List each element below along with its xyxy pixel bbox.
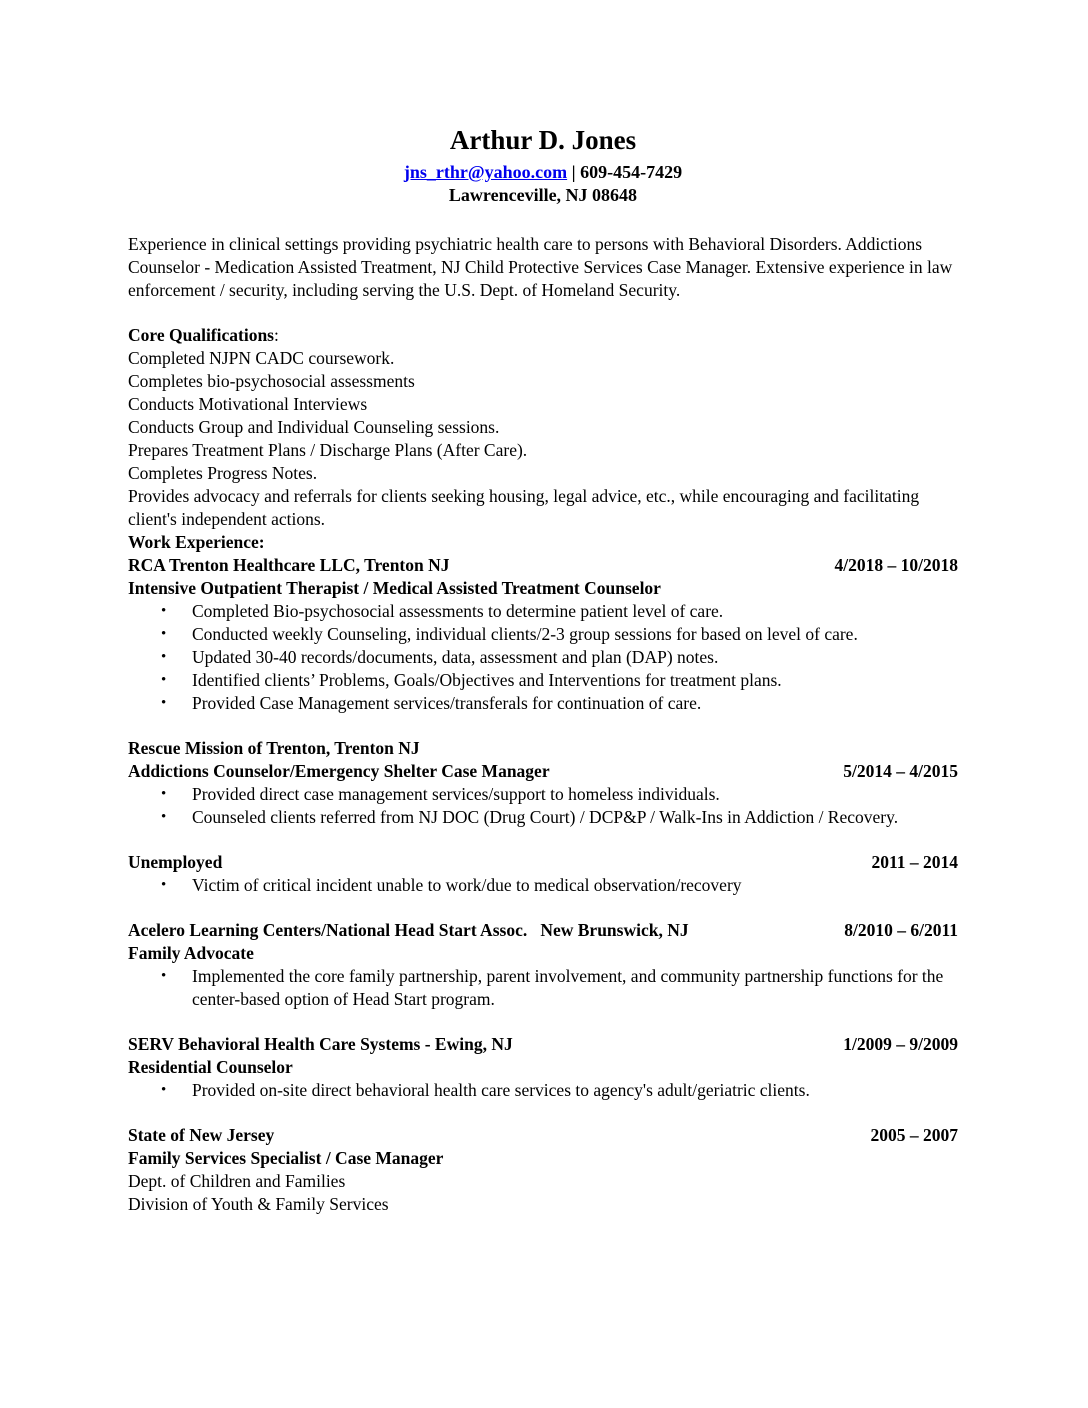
bullet-item [128, 1079, 958, 1102]
bullet-item [128, 692, 958, 715]
bullet-icon: • [161, 672, 167, 688]
bullet-icon: • [161, 649, 167, 665]
job-company: SERV Behavioral Health Care Systems - Ewing, NJ [128, 1034, 513, 1054]
bullet-item [128, 600, 958, 623]
job-company: Rescue Mission of Trenton, Trenton NJ [128, 738, 420, 758]
bullet-text: Identified clients’ Problems, Goals/Objectives and Interventions for treatment plans. [192, 670, 782, 690]
bullet-text: Provided Case Management services/transferals for continuation of care. [192, 693, 702, 713]
bullet-icon: • [161, 968, 167, 984]
job-detail-line: Division of Youth & Family Services [128, 1194, 389, 1214]
bullet-item [128, 806, 958, 829]
bullet-text: Victim of critical incident unable to work/due to medical observation/recovery [192, 875, 742, 895]
bullet-icon: • [161, 1082, 167, 1098]
summary-paragraph: Experience in clinical settings providing psychiatric health care to persons with Behavioral Disorders. Addictions Counselor - Medication Assisted Treatment, NJ Child Protective Services Case Manager. Extensive experience in law enforcement / security, including serving the U.S. Dept. of Homeland Security. [128, 234, 953, 300]
bullet-icon: • [161, 695, 167, 711]
bullet-icon: • [161, 877, 167, 893]
job-company-row [128, 1124, 958, 1147]
bullet-text: Counseled clients referred from NJ DOC (Drug Court) / DCP&P / Walk-Ins in Addiction / Recovery. [192, 807, 899, 827]
job-company: RCA Trenton Healthcare LLC, Trenton NJ [128, 555, 450, 575]
job-company: State of New Jersey [128, 1125, 275, 1145]
bullet-item [128, 623, 958, 646]
bullet-icon: • [161, 626, 167, 642]
bullet-icon: • [161, 603, 167, 619]
job-date: 5/2014 – 4/2015 [843, 761, 958, 781]
bullet-text: Provided on-site direct behavioral health care services to agency's adult/geriatric clients. [192, 1080, 810, 1100]
contact-separator: | [567, 162, 581, 182]
job-title-row [128, 1056, 958, 1079]
job-title-row [128, 942, 958, 965]
page-title: Arthur D. Jones [449, 125, 637, 155]
core-qualifications-heading-line [128, 324, 958, 347]
qualification-item: Completes Progress Notes. [128, 463, 318, 483]
job-title: Family Advocate [128, 943, 254, 963]
job-title-row [128, 577, 958, 600]
job-title-row [128, 760, 958, 783]
job-entry-serv [128, 1033, 958, 1102]
job-company: Acelero Learning Centers/National Head Start Assoc. New Brunswick, NJ [128, 920, 689, 940]
resume-header [128, 124, 958, 207]
job-title: Addictions Counselor/Emergency Shelter Case Manager [128, 761, 550, 781]
core-qualifications-colon: : [274, 325, 279, 345]
job-company-row [128, 737, 958, 760]
core-qualifications-heading: Core Qualifications [128, 325, 274, 345]
email-link[interactable]: jns_rthr@yahoo.com [403, 162, 568, 182]
job-company-row [128, 919, 958, 942]
bullet-text: Implemented the core family partnership, parent involvement, and community partnership functions for the center-based option of Head Start program. [192, 966, 944, 1009]
phone-number: 609-454-7429 [580, 162, 683, 182]
job-company-row [128, 554, 958, 577]
work-experience-heading: Work Experience: [128, 532, 265, 552]
bullet-item [128, 783, 958, 806]
job-entry-unemployed [128, 851, 958, 897]
job-title-row [128, 1147, 958, 1170]
job-title: Family Services Specialist / Case Manager [128, 1148, 444, 1168]
qualification-item: Conducts Motivational Interviews [128, 394, 368, 414]
contact-line [128, 161, 958, 184]
job-date: 8/2010 – 6/2011 [844, 920, 958, 940]
job-company-row [128, 851, 958, 874]
bullet-text: Updated 30-40 records/documents, data, assessment and plan (DAP) notes. [192, 647, 719, 667]
job-date: 2011 – 2014 [871, 852, 958, 872]
job-company: Unemployed [128, 852, 223, 872]
bullet-icon: • [161, 809, 167, 825]
job-date: 4/2018 – 10/2018 [834, 555, 958, 575]
job-date: 2005 – 2007 [870, 1125, 958, 1145]
bullet-item [128, 874, 958, 897]
qualification-item: Prepares Treatment Plans / Discharge Plans (After Care). [128, 440, 528, 460]
bullet-text: Provided direct case management services/support to homeless individuals. [192, 784, 720, 804]
bullet-item [128, 965, 958, 1011]
job-detail-line: Dept. of Children and Families [128, 1171, 346, 1191]
qualification-item: Completed NJPN CADC coursework. [128, 348, 395, 368]
core-qualifications-section [128, 324, 958, 531]
qualification-item: Conducts Group and Individual Counseling sessions. [128, 417, 500, 437]
job-entry-state-of-nj [128, 1124, 958, 1216]
job-title: Residential Counselor [128, 1057, 293, 1077]
job-title: Intensive Outpatient Therapist / Medical Assisted Treatment Counselor [128, 578, 661, 598]
qualification-item: Provides advocacy and referrals for clients seeking housing, legal advice, etc., while encouraging and facilitating client's independent actions. [128, 486, 920, 529]
job-entry-acelero [128, 919, 958, 1011]
job-entry-rca-trenton [128, 554, 958, 715]
bullet-item [128, 646, 958, 669]
job-company-row [128, 1033, 958, 1056]
bullet-text: Completed Bio-psychosocial assessments to determine patient level of care. [192, 601, 724, 621]
bullet-text: Conducted weekly Counseling, individual clients/2-3 group sessions for based on level of care. [192, 624, 858, 644]
qualification-item: Completes bio-psychosocial assessments [128, 371, 415, 391]
job-date: 1/2009 – 9/2009 [843, 1034, 958, 1054]
job-entry-rescue-mission [128, 737, 958, 829]
bullet-icon: • [161, 786, 167, 802]
location-line: Lawrenceville, NJ 08648 [448, 185, 638, 205]
bullet-item [128, 669, 958, 692]
